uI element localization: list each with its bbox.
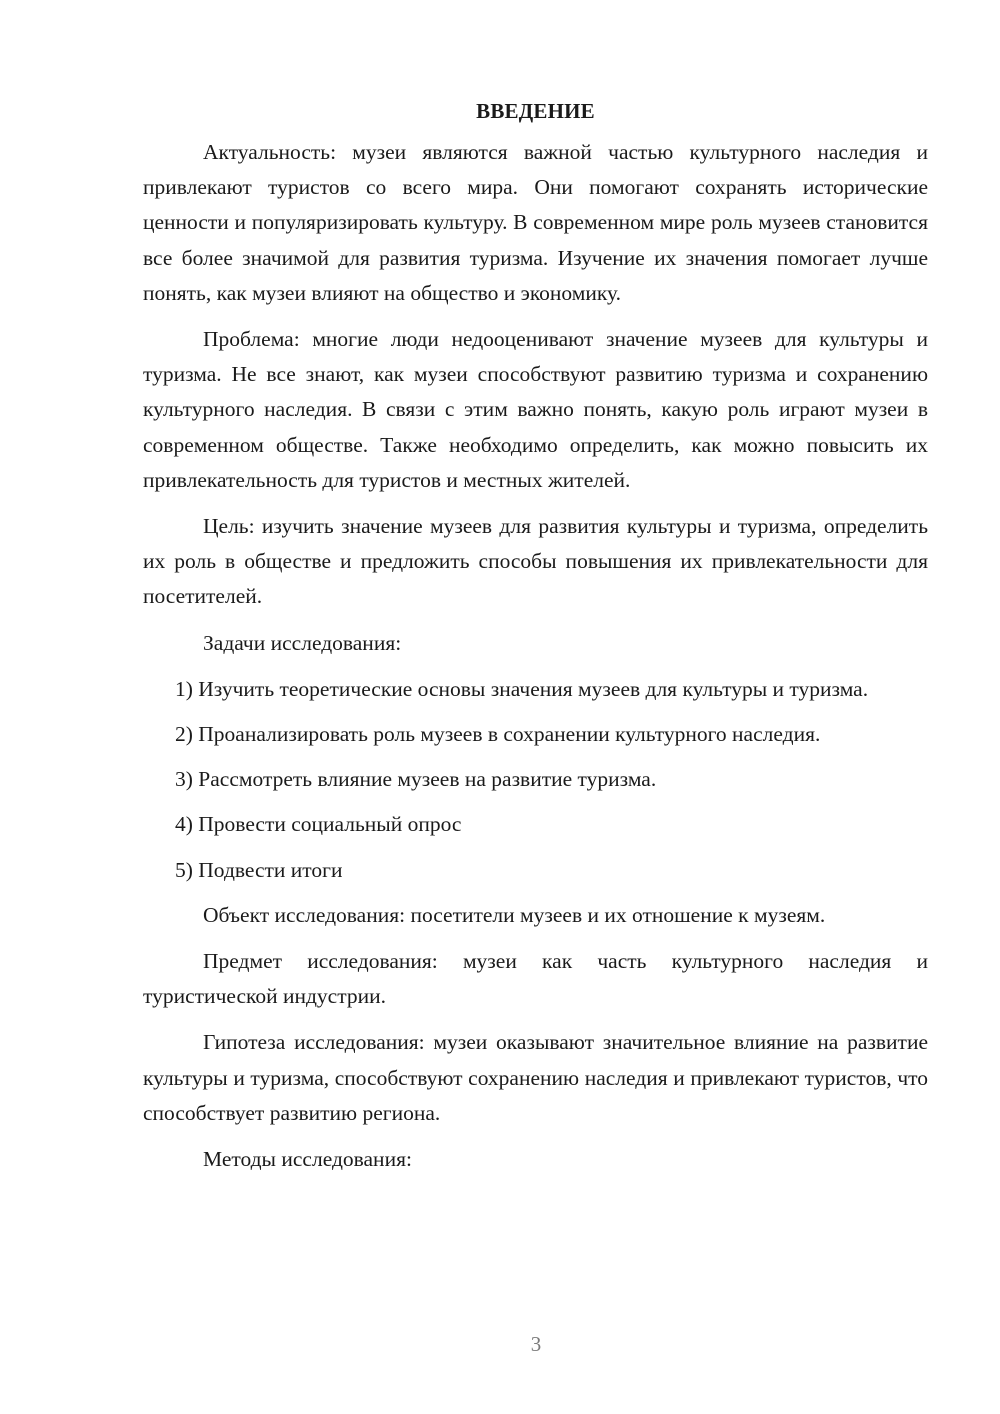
methods-heading: Методы исследования: [203, 1147, 412, 1172]
list-item: 5) Подвести итоги [175, 857, 343, 882]
document-page [143, 95, 928, 1188]
paragraph-relevance: Актуальность: музеи являются важной частью культурного наследия и привлекают туристов со всего мира. Они помогают сохранять исторические ценности и популяризировать культуру. В современном мире роль музеев становится все более значимой для развития туризма. Изучение их значения помогает лучше понять, как музеи влияют на общество и экономику. [143, 140, 928, 305]
paragraph-hypothesis: Гипотеза исследования: музеи оказывают значительное влияние на развитие культуры и туризма, способствуют сохранению наследия и привлекают туристов, что способствует развитию региона. [143, 1030, 928, 1125]
tasks-list [143, 672, 928, 888]
paragraph-goal: Цель: изучить значение музеев для развития культуры и туризма, определить их роль в обществе и предложить способы повышения их привлекательности для посетителей. [143, 514, 928, 609]
list-item: 3) Рассмотреть влияние музеев на развитие туризма. [175, 767, 657, 792]
page-title: ВВЕДЕНИЕ [476, 99, 595, 123]
paragraph-object: Объект исследования: посетители музеев и их отношение к музеям. [203, 902, 826, 927]
paragraph-problem: Проблема: многие люди недооценивают значение музеев для культуры и туризма. Не все знают, как музеи способствуют развитию туризма и сохранению культурного наследия. В связи с этим важно понять, какую роль играют музеи в современном обществе. Также необходимо определить, как можно повысить их привлекательность для туристов и местных жителей. [143, 327, 928, 492]
list-item: 1) Изучить теоретические основы значения музеев для культуры и туризма. [175, 676, 869, 701]
paragraph-subject: Предмет исследования: музеи как часть культурного наследия и туристической индустрии. [143, 949, 928, 1009]
page-number: 3 [530, 1332, 542, 1356]
list-item: 2) Проанализировать роль музеев в сохранении культурного наследия. [175, 722, 821, 747]
tasks-heading: Задачи исследования: [203, 630, 402, 655]
list-item: 4) Провести социальный опрос [175, 812, 462, 837]
